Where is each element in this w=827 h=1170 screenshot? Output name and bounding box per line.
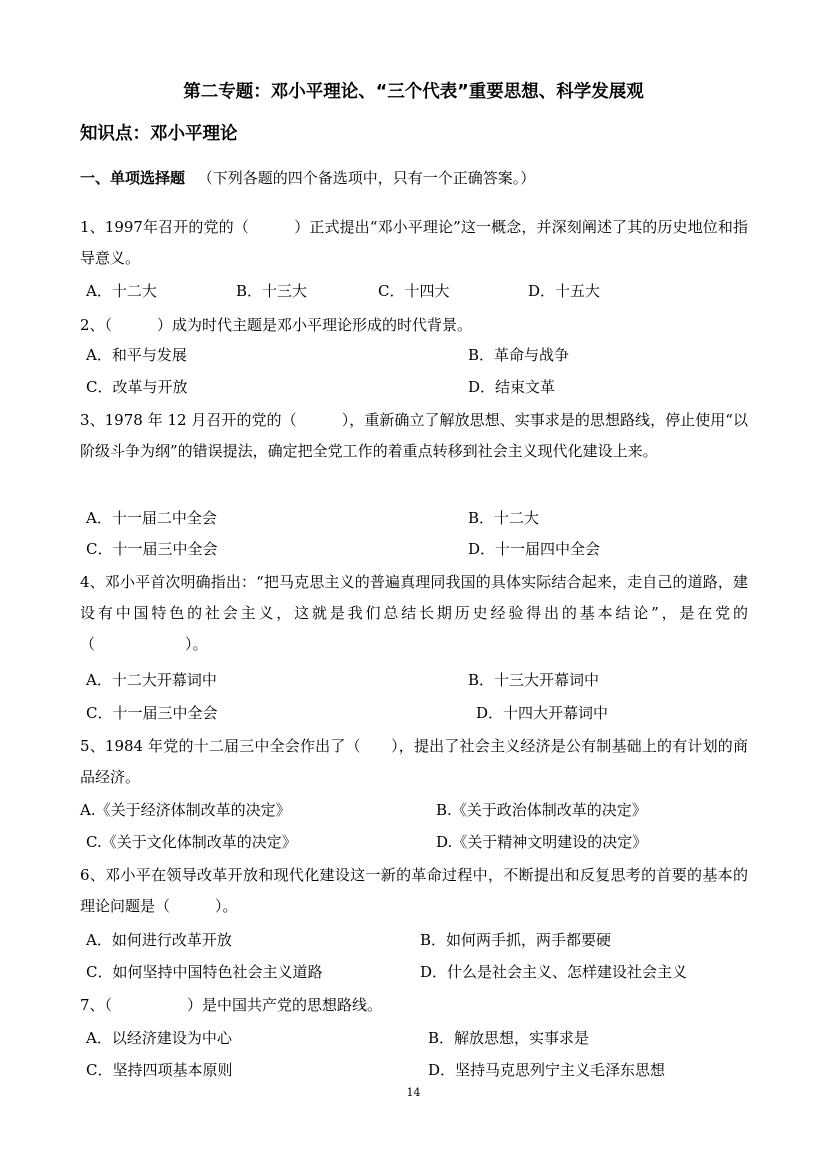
q6-option-c: C．如何坚持中国特色社会主义道路 xyxy=(86,963,323,981)
q3-option-d: D．十一届四中全会 xyxy=(468,540,601,558)
question-2: 2、（ ）成为时代主题是邓小平理论形成的时代背景。 xyxy=(80,316,473,334)
q1-option-d: D．十五大 xyxy=(528,282,601,300)
q2-option-b: B．革命与战争 xyxy=(468,346,570,364)
question-4: 4、邓小平首次明确指出：“把马克思主义的普遍真理同我国的具体实际结合起来，走自己的道路，建设有中国特色的社会主义，这就是我们总结长期历史经验得出的基本结论”，是在党的（ ）。 xyxy=(80,573,748,653)
question-3: 3、1978 年 12 月召开的党的（ ），重新确立了解放思想、实事求是的思想路线，停止使用“以阶级斗争为纲”的错误提法，确定把全党工作的着重点转移到社会主义现代化建设上来。 xyxy=(80,411,748,460)
q5-option-b: B.《关于政治体制改革的决定》 xyxy=(436,801,647,819)
knowledge-point-heading: 知识点：邓小平理论 xyxy=(80,124,238,144)
q2-option-d: D．结束文革 xyxy=(468,378,556,396)
q7-option-c: C．坚持四项基本原则 xyxy=(86,1061,233,1079)
q5-option-c: C.《关于文化体制改革的决定》 xyxy=(86,833,297,851)
q3-option-a: A．十一届二中全会 xyxy=(86,509,217,527)
q1-option-b: B．十三大 xyxy=(236,282,308,300)
q1-option-a: A．十二大 xyxy=(86,282,157,300)
q1-option-c: C．十四大 xyxy=(378,282,450,300)
page-number: 14 xyxy=(406,1086,421,1099)
section-note: （下列各题的四个备选项中，只有一个正确答案。） xyxy=(197,169,536,187)
q5-option-d: D.《关于精神文明建设的决定》 xyxy=(436,833,648,851)
q4-option-a: A．十二大开幕词中 xyxy=(86,671,217,689)
q5-option-a: A.《关于经济体制改革的决定》 xyxy=(80,801,291,819)
q2-option-a: A．和平与发展 xyxy=(86,346,187,364)
question-7: 7、（ ）是中国共产党的思想路线。 xyxy=(80,996,383,1014)
q7-option-d: D．坚持马克思列宁主义毛泽东思想 xyxy=(428,1061,666,1079)
q7-option-a: A．以经济建设为中心 xyxy=(86,1029,232,1047)
section-heading xyxy=(80,167,535,188)
page-title: 第二专题：邓小平理论、“三个代表”重要思想、科学发展观 xyxy=(183,82,644,102)
q7-option-b: B．解放思想，实事求是 xyxy=(428,1029,590,1047)
question-5: 5、1984 年党的十二届三中全会作出了（ ），提出了社会主义经济是公有制基础上的有计划的商品经济。 xyxy=(80,737,748,786)
q6-option-d: D．什么是社会主义、怎样建设社会主义 xyxy=(420,963,688,981)
q6-option-b: B．如何两手抓，两手都要硬 xyxy=(420,931,612,949)
q2-option-c: C．改革与开放 xyxy=(86,378,188,396)
question-6: 6、邓小平在领导改革开放和现代化建设这一新的革命过程中，不断提出和反复思考的首要的基本的理论问题是（ ）。 xyxy=(80,866,748,915)
section-title: 一、单项选择题 xyxy=(80,169,186,187)
q6-option-a: A．如何进行改革开放 xyxy=(86,931,232,949)
question-1: 1、1997年召开的党的（ ）正式提出“邓小平理论”这一概念，并深刻阐述了其的历史地位和指导意义。 xyxy=(80,218,748,267)
q4-option-d: D．十四大开幕词中 xyxy=(476,704,609,722)
q4-option-c: C．十一届三中全会 xyxy=(86,704,218,722)
q3-option-c: C．十一届三中全会 xyxy=(86,540,218,558)
q4-option-b: B．十三大开幕词中 xyxy=(468,671,600,689)
q3-option-b: B．十二大 xyxy=(468,509,540,527)
